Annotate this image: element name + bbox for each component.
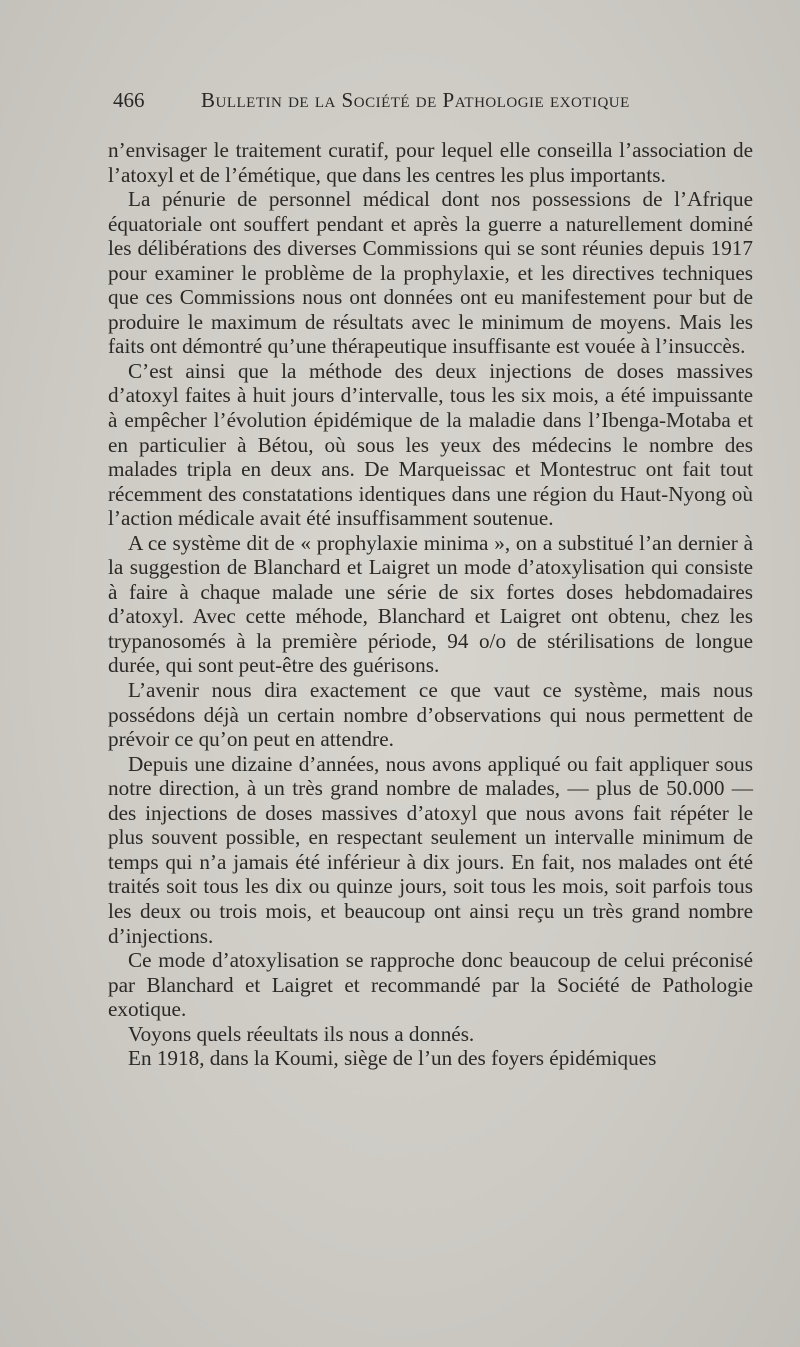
paragraph-9: En 1918, dans la Koumi, siège de l’un des foyers épidémiques xyxy=(128,1046,657,1071)
paragraph-6: Depuis une dizaine d’années, nous avons appliqué ou fait appliquer sous notre direction, à un très grand nombre de malades, — plus de 50.000 — des injections de doses massives d’atoxyl que nous avons fait répéter le plus souvent possible, en respectant seulement un intervalle minimum de temps qui n’a jamais été inférieur à dix jours. En fait, nos malades ont été traités soit tous les dix ou quinze jours, soit tous les mois, soit parfois tous les deux ou trois mois, et beaucoup ont ainsi reçu un très grand nombre d’injections. xyxy=(108,751,753,948)
paragraph-7: Ce mode d’atoxylisation se rapproche donc beaucoup de celui préconisé par Blanchard et Laigret et recommandé par la Société de Pathologie exotique. xyxy=(108,948,753,1022)
running-title: Bulletin de la Société de Pathologie exotique xyxy=(201,88,630,112)
paragraph-1: n’envisager le traitement curatif, pour lequel elle conseilla l’association de l’atoxyl et de l’émétique, que dans les centres les plus importants. xyxy=(108,138,753,187)
paragraph-2: La pénurie de personnel médical dont nos possessions de l’Afrique équatoriale ont souffert pendant et après la guerre a naturellement dominé les délibérations des diverses Commissions qui se sont réunies depuis 1917 pour examiner le problème de la prophylaxie, et les directives techniques que ces Commissions nous ont données ont eu manifestement pour but de produire le maximum de résultats avec le minimum de moyens. Mais les faits ont démontré qu’une thérapeutique insuffisante est vouée à l’insuccès. xyxy=(108,187,753,359)
page-number: 466 xyxy=(113,88,145,112)
paragraph-4: A ce système dit de « prophylaxie minima », on a substitué l’an dernier à la suggestion de Blanchard et Laigret un mode d’atoxylisation qui consiste à faire à chaque malade une série de six fortes doses hebdomadaires d’atoxyl. Avec cette méhode, Blanchard et Laigret ont obtenu, chez les trypanosomés à la première période, 94 o/o de stérilisations de longue durée, qui sont peut-être des guérisons. xyxy=(108,530,753,678)
page-header xyxy=(113,88,658,120)
paragraph-5: L’avenir nous dira exactement ce que vaut ce système, mais nous possédons déjà un certain nombre d’observations qui nous permettent de prévoir ce qu’on peut en attendre. xyxy=(108,678,753,752)
paragraph-8: Voyons quels réeultats ils nous a donnés. xyxy=(128,1021,475,1046)
paragraph-3: C’est ainsi que la méthode des deux injections de doses massives d’atoxyl faites à huit jours d’intervalle, tous les six mois, a été impuissante à empêcher l’évolution épidémique de la maladie dans l’Ibenga-Motaba et en particulier à Bétou, où sous les yeux des médecins le nombre des malades tripla en deux ans. De Marqueissac et Montestruc ont fait tout récemment des constatations identiques dans une région du Haut-Nyong où l’action médicale avait été insuffisamment soutenue. xyxy=(108,358,753,531)
body-text xyxy=(108,138,753,1071)
